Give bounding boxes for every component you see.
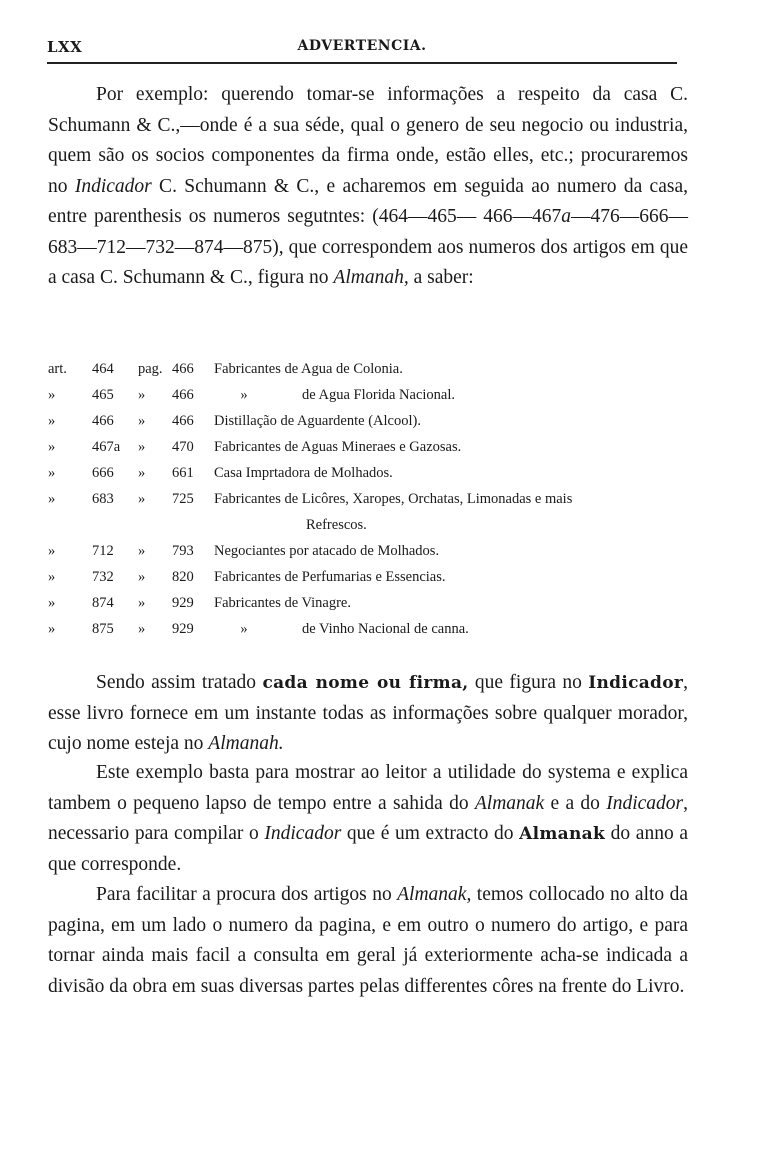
table-row [48,538,708,564]
header-rule [47,62,677,64]
article-table [48,356,708,642]
article-number: 683 [92,491,114,507]
page-label: » [138,387,146,403]
description [214,616,469,642]
description: Fabricantes de Agua de Colonia. [214,361,403,377]
table-row [48,356,708,382]
page-number-cell: 466 [172,361,194,377]
article-number: 874 [92,595,114,611]
page-number-cell: 929 [172,621,194,637]
description: Fabricantes de Aguas Mineraes e Gazosas. [214,439,462,455]
article-label: » [48,595,56,611]
table-row [48,590,708,616]
page-number-cell: 793 [172,543,194,559]
article-number: 465 [92,387,114,403]
article-number: 712 [92,543,114,559]
page-number-cell: 725 [172,491,194,507]
description: Fabricantes de Licôres, Xaropes, Orchatas, Limonadas e mais [214,491,573,507]
description [214,382,455,408]
article-label: » [48,465,56,481]
description: Distillação de Aguardente (Alcool). [214,413,421,429]
ditto-mark: » [240,387,248,403]
page-label: » [138,543,146,559]
description: Fabricantes de Perfumarias e Essencias. [214,569,446,585]
page-label: » [138,465,146,481]
page-number-cell: 820 [172,569,194,585]
page-number-cell: 470 [172,439,194,455]
article-label: » [48,387,56,403]
article-label: » [48,569,56,585]
table-row [48,616,708,642]
table-row [48,382,708,408]
page-label: » [138,413,146,429]
paragraph-indicador: Sendo assim tratado cada nome ou firma, que figura no Indicador, esse livro fornece em um instante todas as informações sobre qualquer morador, cujo nome esteja no Almanah. [48,672,689,754]
article-number: 466 [92,413,114,429]
article-label: » [48,491,56,507]
table-row [48,564,708,590]
table-row [48,486,708,512]
ditto-mark: » [240,621,248,637]
table-row-continuation [48,512,708,538]
article-label: » [48,543,56,559]
paragraph-navigation: Para facilitar a procura dos artigos no Almanak, temos collocado no alto da pagina, em um lado o numero da pagina, e em outro o numero do artigo, e para tornar ainda mais facil a consulta em geral já exteriormente acha-se indicada a divisão da obra em suas diversas partes pelas differentes côres na frente do Livro. [48,884,689,997]
article-label: art. [48,361,67,377]
article-number: 467a [92,439,121,455]
running-title: ADVERTENCIA. [297,38,427,54]
description-continuation: Refrescos. [306,517,367,533]
article-label: » [48,621,56,637]
page-number-cell: 466 [172,387,194,403]
article-label: » [48,413,56,429]
page-label: » [138,595,146,611]
article-label: » [48,439,56,455]
page-label: » [138,621,146,637]
page-header [47,38,677,60]
page-number-cell: 929 [172,595,194,611]
page-number: LXX [47,38,83,56]
table-row [48,460,708,486]
page-number-cell: 466 [172,413,194,429]
description-text: de Vinho Nacional de canna. [302,621,469,637]
page-label: » [138,491,146,507]
description: Fabricantes de Vinagre. [214,595,351,611]
article-number: 464 [92,361,114,377]
description: Negociantes por atacado de Molhados. [214,543,440,559]
page-label: » [138,569,146,585]
article-number: 666 [92,465,114,481]
page-label: pag. [138,361,163,377]
description-text: de Agua Florida Nacional. [302,387,456,403]
page-label: » [138,439,146,455]
paragraph-example: Por exemplo: querendo tomar-se informações a respeito da casa C. Schumann & C.,—onde é a sua séde, qual o genero de seu negocio ou industria, quem são os socios componentes da firma onde, estão elles, etc.; procuraremos no Indicador C. Schumann & C., e acharemos em seguida ao numero da casa, entre parenthesis os numeros segutntes: (464—465— 466—467a—476—666—683—712—732—874—875), que correspondem aos numeros dos artigos em que a casa C. Schumann & C., figura no Almanah, a saber: [48,84,688,288]
table-row [48,408,708,434]
page-number-cell: 661 [172,465,194,481]
paragraph-utility: Este exemplo basta para mostrar ao leitor a utilidade do systema e explica tambem o pequeno lapso de tempo entre a sahida do Almanak e a do Indicador, necessario para compilar o Indicador que é um extracto do Almanak do anno a que corresponde. [48,762,689,875]
article-number: 732 [92,569,114,585]
article-number: 875 [92,621,114,637]
description: Casa Imprtadora de Molhados. [214,465,393,481]
table-row [48,434,708,460]
